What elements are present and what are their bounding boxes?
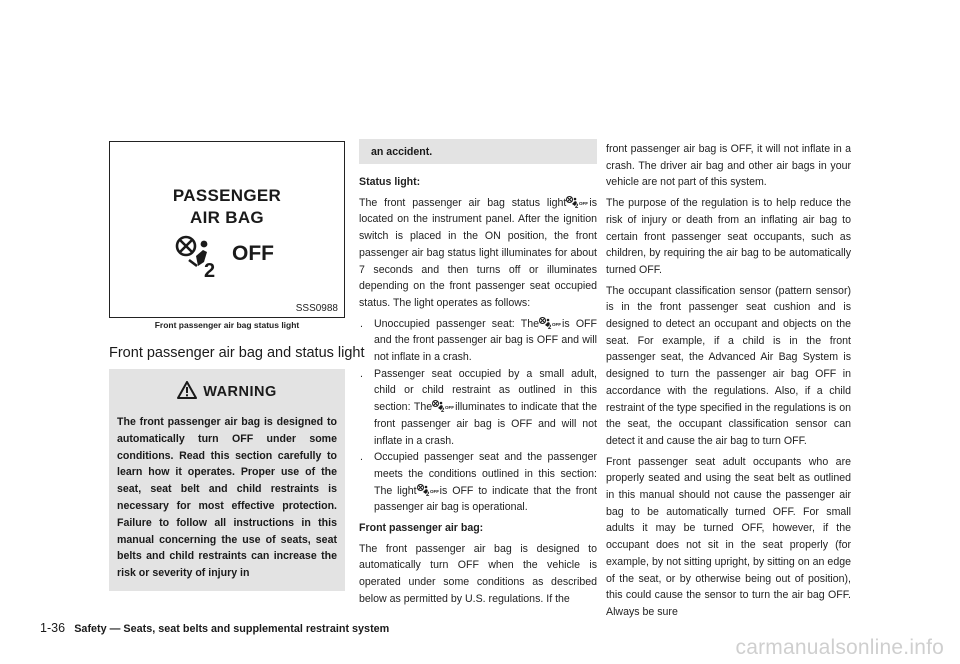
middle-column — [359, 174, 597, 608]
list-item: . Occupied passenger seat and the passenger meets the conditions outlined in this section: The light 2 OFF is OFF to indicate that the front passenger air bag is operational. — [360, 451, 597, 514]
svg-text:2: 2 — [425, 491, 429, 496]
svg-text:2: 2 — [441, 408, 445, 413]
svg-text:2: 2 — [575, 203, 579, 208]
warning-triangle-icon — [177, 381, 197, 399]
watermark: carmanualsonline.info — [735, 636, 944, 659]
page-footer — [40, 621, 389, 635]
airbag-status-off-icon — [432, 400, 455, 412]
chapter-title: Safety — Seats, seat belts and supplemental restraint system — [74, 623, 390, 635]
svg-text:OFF: OFF — [551, 321, 561, 327]
figure-passenger-airbag — [109, 141, 345, 318]
section-title: Front passenger air bag and status light — [109, 345, 365, 361]
warning-heading: WARNING — [109, 381, 345, 400]
figure-off-label: OFF — [232, 242, 274, 265]
figure-id: SSS0988 — [295, 303, 338, 314]
figure-caption: Front passenger air bag status light — [154, 320, 300, 330]
passenger-airbag-icon — [174, 234, 222, 280]
svg-text:OFF: OFF — [445, 405, 455, 411]
airbag-status-off-icon — [417, 484, 440, 496]
right-paragraph-1: front passenger air bag is OFF, it will not inflate in a crash. The driver air bag and other air bags in your vehicle are not part of this system. — [606, 143, 851, 189]
figure-title: PASSENGER AIR BAG — [172, 186, 282, 227]
status-light-heading: Status light: — [359, 176, 421, 188]
right-paragraph-2: The purpose of the regulation is to help reduce the risk of injury or death from an inflating air bag to certain front passenger seat occupants, such as children, by requiring the air bag to be automatically turned OFF. — [606, 197, 851, 276]
list-item: . Unoccupied passenger seat: The 2 OFF is OFF and the front passenger air bag is OFF and will not inflate in a crash. — [360, 317, 597, 364]
warning-continuation: an accident. — [371, 146, 433, 158]
front-bag-paragraph: The front passenger air bag is designed to automatically turn OFF when the vehicle is operated under some conditions as described below as permitted by U.S. regulations. If the — [359, 542, 597, 605]
page-number: 1-36 — [40, 621, 66, 635]
svg-text:OFF: OFF — [429, 488, 439, 494]
right-paragraph-4: Front passenger seat adult occupants who are properly seated and using the seat belt as outlined in this manual should not cause the passenger air bag to be automatically turned OFF. For small adults it may be turned OFF, however, if the occupant does not sit in the seat properly (for example, by not sitting upright, by sitting on an edge of the seat, or by otherwise being out of position), this could cause the sensor to turn the air bag OFF. Always be sure — [606, 455, 851, 618]
warning-continuation-box — [359, 139, 597, 164]
list-item: . Passenger seat occupied by a small adult, child or child restraint as outlined in this section: The 2 OFF illuminates to indicate that the front passenger air bag is OFF and will not inflate in a crash. — [360, 367, 597, 447]
svg-text:2: 2 — [204, 260, 216, 280]
airbag-status-off-icon — [566, 196, 589, 208]
front-bag-heading: Front passenger air bag: — [359, 522, 484, 535]
warning-box — [109, 369, 345, 591]
airbag-status-off-icon — [539, 317, 562, 329]
warning-body: The front passenger air bag is designed to automatically turn OFF under some conditions. Read this section carefully to learn how it operates. Proper use of the seat, seat belt and child restraints is necessary for most effective protection. Failure to follow all instructions in this manual concerning the use of seats, seat belts and child restraints can increase the risk or severity of injury in — [117, 416, 337, 580]
svg-text:OFF: OFF — [579, 200, 589, 206]
right-column — [606, 141, 851, 621]
right-paragraph-3: The occupant classification sensor (pattern sensor) is in the front passenger seat cushion and is designed to detect an occupant and objects on the seat. For example, if a child is in the front passenger seat, the Advanced Air Bag System is designed to turn the passenger air bag OFF in accordance with the regulations. Also, if a child restraint of the type specified in the regulations is on the seat, the occupant classification sensor can detect it and cause the air bag to turn OFF. — [606, 284, 851, 447]
svg-text:2: 2 — [547, 324, 552, 329]
status-light-intro: The front passenger air bag status light 2 OFF is located on the instrument panel. After the ignition switch is placed in the ON position, the front passenger air bag status light illuminates for about 7 seconds and then turns off or illuminates depending on the front passenger seat occupied status. The light operates as follows: — [359, 196, 597, 309]
